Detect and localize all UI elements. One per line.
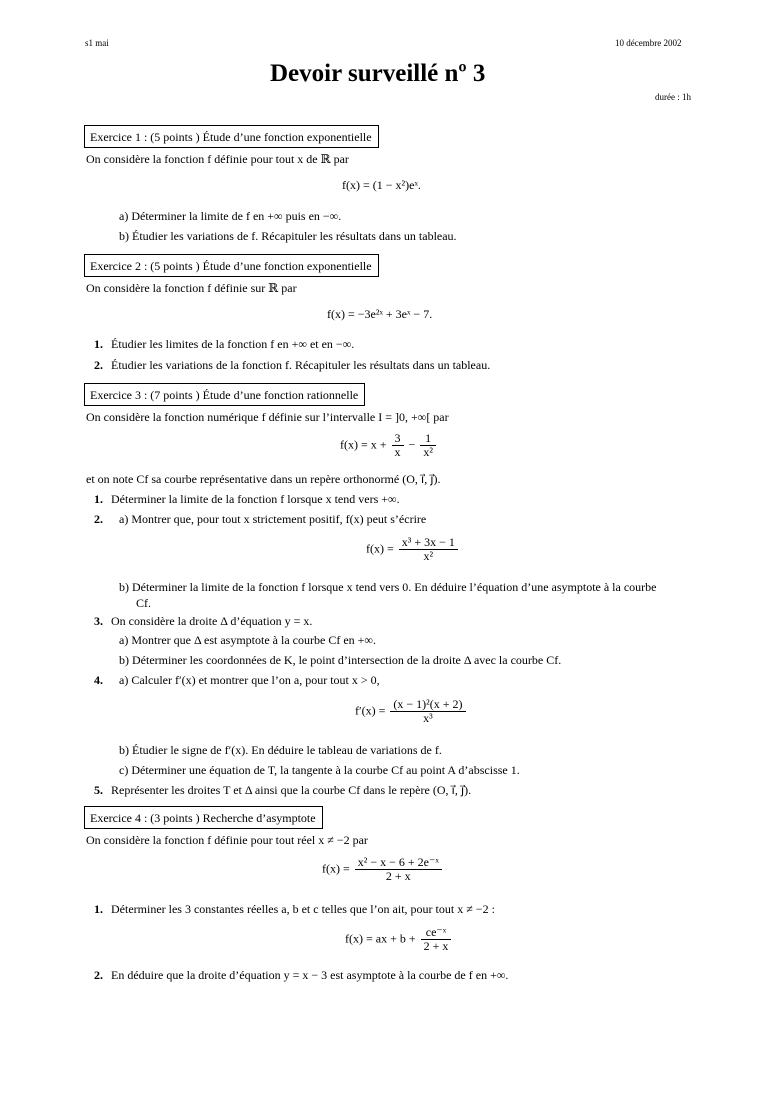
numerator: 3 (392, 432, 404, 446)
denominator: 2 + x (423, 939, 449, 953)
ex2-q2-number: 2. (94, 358, 103, 372)
ex3-q3b: b) Déterminer les coordonnées de K, le point d’intersection de la droite Δ avec la courbe Cf. (119, 653, 562, 667)
exercise-4-box: Exercice 4 : (3 points ) Recherche d’asymptote (84, 806, 323, 829)
denominator: 2 + x (385, 869, 411, 883)
ex2-q1: Étudier les limites de la fonction f en +∞ et en −∞. (111, 337, 355, 351)
formula-lhs: f(x) = (322, 861, 350, 876)
ex3-formula-lhs: f(x) = x + (340, 437, 387, 452)
denominator: x³ (423, 711, 433, 725)
ex3-q3a: a) Montrer que Δ est asymptote à la courbe Cf en +∞. (119, 633, 376, 647)
fraction (420, 432, 436, 459)
formula-lhs: f(x) = ax + b + (345, 931, 416, 946)
formula-lhs: f(x) = (366, 541, 394, 556)
minus-sign: − (408, 437, 416, 452)
ex4-q1-formula (345, 926, 453, 953)
ex3-q4-number: 4. (94, 673, 103, 687)
fraction (421, 926, 452, 953)
duration: durée : 1h (655, 92, 691, 102)
ex3-q2a-formula (366, 536, 460, 563)
exercise-2-box: Exercice 2 : (5 points ) Étude d’une fonction exponentielle (84, 254, 379, 277)
ex1-formula: f(x) = (1 − x²)eˣ. (342, 178, 421, 192)
ex2-q1-number: 1. (94, 337, 103, 351)
numerator: x² − x − 6 + 2e⁻ˣ (355, 856, 442, 870)
exercise-3-box: Exercice 3 : (7 points ) Étude d’une fonction rationnelle (84, 383, 365, 406)
ex3-note: et on note Cf sa courbe représentative dans un repère orthonormé (O, i⃗, j⃗). (86, 472, 441, 486)
ex3-q3: On considère la droite Δ d’équation y = x. (111, 614, 313, 628)
fraction (355, 856, 442, 883)
ex4-formula (322, 856, 444, 883)
numerator: ce⁻ˣ (421, 926, 452, 940)
numerator: x³ + 3x − 1 (399, 536, 458, 550)
ex3-q2b: b) Déterminer la limite de la fonction f lorsque x tend vers 0. En déduire l’équation d’une asymptote à la courbe (119, 580, 657, 594)
page-title: Devoir surveillé nº 3 (270, 60, 486, 87)
numerator: (x − 1)²(x + 2) (390, 698, 465, 712)
ex2-q2: Étudier les variations de la fonction f. Récapituler les résultats dans un tableau. (111, 358, 491, 372)
denominator: x² (423, 445, 433, 459)
ex3-q4c: c) Déterminer une équation de T, la tangente à la courbe Cf au point A d’abscisse 1. (119, 763, 520, 777)
ex3-intro: On considère la fonction numérique f définie sur l’intervalle I = ]0, +∞[ par (86, 410, 449, 424)
header-date: 10 décembre 2002 (615, 38, 682, 48)
ex3-q4a-formula (355, 698, 468, 725)
formula-lhs: f′(x) = (355, 703, 386, 718)
ex2-formula: f(x) = −3e²ˣ + 3eˣ − 7. (327, 307, 433, 321)
ex3-q5: Représenter les droites T et Δ ainsi que la courbe Cf dans le repère (O, i⃗, j⃗). (111, 783, 472, 797)
ex1-question-b: b) Étudier les variations de f. Récapituler les résultats dans un tableau. (119, 229, 457, 243)
ex2-intro: On considère la fonction f définie sur ℝ par (86, 281, 297, 295)
ex4-intro: On considère la fonction f définie pour tout réel x ≠ −2 par (86, 833, 368, 847)
ex3-q5-number: 5. (94, 783, 103, 797)
fraction (390, 698, 465, 725)
ex3-q1: Déterminer la limite de la fonction f lorsque x tend vers +∞. (111, 492, 400, 506)
exercise-1-box: Exercice 1 : (5 points ) Étude d’une fonction exponentielle (84, 125, 379, 148)
ex3-q3-number: 3. (94, 614, 103, 628)
ex3-q2a: a) Montrer que, pour tout x strictement positif, f(x) peut s’écrire (119, 512, 427, 526)
ex3-q4b: b) Étudier le signe de f′(x). En déduire le tableau de variations de f. (119, 743, 442, 757)
ex3-q2-number: 2. (94, 512, 103, 526)
ex3-q1-number: 1. (94, 492, 103, 506)
numerator: 1 (420, 432, 436, 446)
ex4-q1: Déterminer les 3 constantes réelles a, b et c telles que l’on ait, pour tout x ≠ −2 : (111, 902, 495, 916)
header-left: s1 mai (85, 38, 109, 48)
fraction (399, 536, 458, 563)
ex3-q4a: a) Calculer f′(x) et montrer que l’on a, pour tout x > 0, (119, 673, 380, 687)
ex3-formula (340, 432, 438, 459)
ex4-q2: En déduire que la droite d’équation y = x − 3 est asymptote à la courbe de f en +∞. (111, 968, 509, 982)
ex4-q1-number: 1. (94, 902, 103, 916)
ex4-q2-number: 2. (94, 968, 103, 982)
denominator: x (394, 445, 401, 459)
ex1-question-a: a) Déterminer la limite de f en +∞ puis en −∞. (119, 209, 342, 223)
fraction (392, 432, 404, 459)
denominator: x² (423, 549, 434, 563)
ex3-q2b-cont: Cf. (136, 596, 151, 610)
ex1-intro: On considère la fonction f définie pour tout x de ℝ par (86, 152, 349, 166)
